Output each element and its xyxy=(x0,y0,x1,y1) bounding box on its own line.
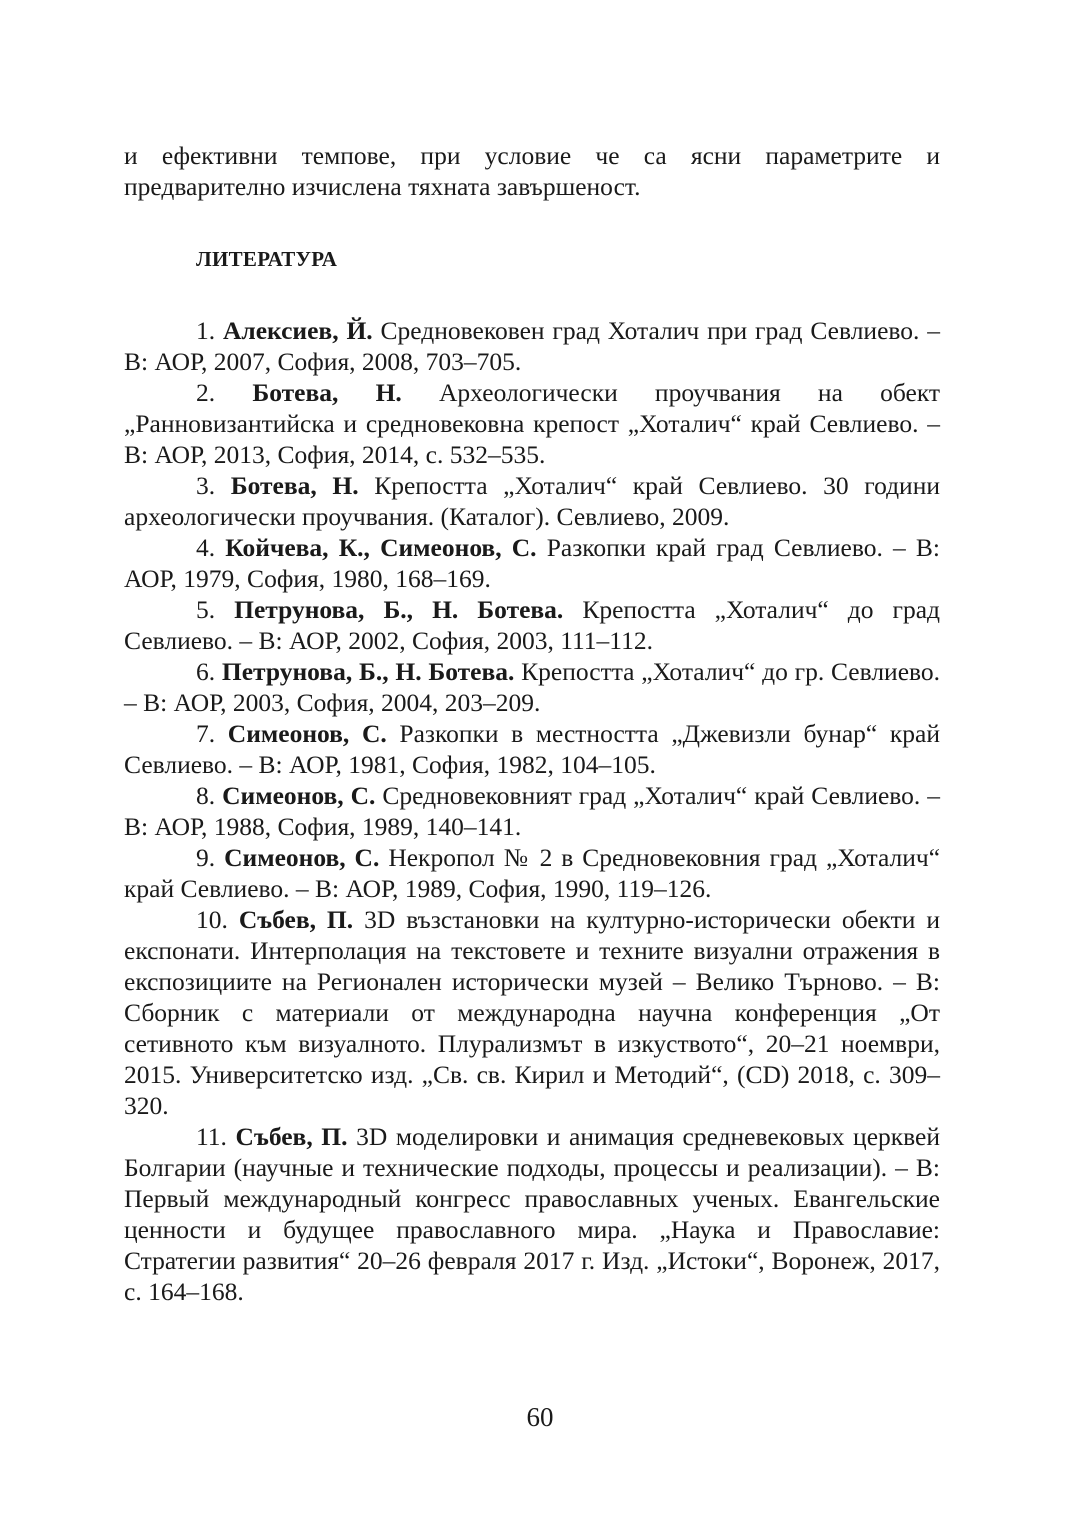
reference-author: Ботева, Н. xyxy=(252,378,402,407)
reference-text: 3D възстановки на културно-исторически обекти и експонати. Интерполация на текстовете и техните визуални отражения в експозициите на Регионален исторически музей – Велико Търново. – В: Сборник с материали от международна научна конференция „От сетивното към визуалното. Плурализмът в изкуството“, 20–21 ноември, 2015. Университетско изд. „Св. св. Кирил и Методий“, (CD) 2018, с. 309–320. xyxy=(124,905,941,1120)
reference-item xyxy=(124,315,940,377)
reference-author: Симеонов, С. xyxy=(227,719,387,748)
page-number: 60 xyxy=(526,1402,554,1432)
reference-number: 10. xyxy=(196,905,228,934)
reference-item xyxy=(124,470,940,532)
reference-item xyxy=(124,780,940,842)
reference-text: 3D моделировки и анимация средневековых церквей Болгарии (научные и технические подходы, процессы и реализации). – В: Первый международный конгресс православных ученых. Евангельские ценности и будущее православного мира. „Наука и Православие: Стратегии развития“ 20–26 февраля 2017 г. Изд. „Истоки“, Воронеж, 2017, с. 164–168. xyxy=(124,1122,941,1306)
reference-author: Койчева, К., Симеонов, С. xyxy=(225,533,537,562)
reference-text: Крепостта „Хоталич“ до гр. Севлиево. – В: АОР, 2003, София, 2004, 203–209. xyxy=(124,657,941,717)
reference-item xyxy=(124,904,940,1121)
reference-item xyxy=(124,656,940,718)
reference-number: 6. xyxy=(196,657,216,686)
reference-author: Събев, П. xyxy=(238,905,354,934)
reference-text: Крепостта „Хоталич“ до град Севлиево. – В: АОР, 2002, София, 2003, 111–112. xyxy=(124,595,940,655)
reference-text: Некропол № 2 в Средновековния град „Хоталич“ край Севлиево. – В: АОР, 1989, София, 1990, 119–126. xyxy=(124,843,941,903)
reference-number: 7. xyxy=(196,719,216,748)
reference-item xyxy=(124,842,940,904)
section-heading: ЛИТЕРАТУРА xyxy=(196,247,338,271)
reference-text: Крепостта „Хоталич“ край Севлиево. 30 години археологически проучвания. (Каталог). Севлиево, 2009. xyxy=(124,471,940,531)
page-body xyxy=(124,140,940,1307)
reference-number: 4. xyxy=(196,533,216,562)
reference-author: Ботева, Н. xyxy=(230,471,359,500)
reference-number: 3. xyxy=(196,471,216,500)
reference-author: Симеонов, С. xyxy=(222,781,376,810)
reference-item xyxy=(124,377,940,470)
reference-number: 1. xyxy=(196,316,216,345)
reference-text: Средновековен град Хоталич при град Севлиево. – В: АОР, 2007, София, 2008, 703–705. xyxy=(124,316,940,376)
reference-text: Разкопки край град Севлиево. – В: АОР, 1979, София, 1980, 168–169. xyxy=(124,533,941,593)
reference-author: Петрунова, Б., Н. Ботева. xyxy=(221,657,515,686)
reference-text: Археологически проучвания на обект „Ранновизантийска и средновековна крепост „Хоталич“ край Севлиево. – В: АОР, 2013, София, 2014, с. 532–535. xyxy=(124,378,941,469)
reference-number: 2. xyxy=(196,378,216,407)
reference-text: Разкопки в местността „Джевизли бунар“ край Севлиево. – В: АОР, 1981, София, 1982, 104–105. xyxy=(124,719,941,779)
reference-item xyxy=(124,532,940,594)
reference-number: 9. xyxy=(196,843,216,872)
reference-author: Симеонов, С. xyxy=(224,843,380,872)
reference-author: Алексиев, Й. xyxy=(223,316,373,345)
reference-number: 5. xyxy=(196,595,216,624)
reference-item xyxy=(124,718,940,780)
reference-list xyxy=(124,315,940,1307)
reference-number: 11. xyxy=(196,1122,227,1151)
intro-paragraph: и ефективни темпове, при условие че са ясни параметрите и предварително изчислена тяхната завършеност. xyxy=(124,141,940,201)
reference-number: 8. xyxy=(196,781,216,810)
reference-item xyxy=(124,1121,940,1307)
reference-item xyxy=(124,594,940,656)
reference-text: Средновековният град „Хоталич“ край Севлиево. – В: АОР, 1988, София, 1989, 140–141. xyxy=(124,781,941,841)
reference-author: Петрунова, Б., Н. Ботева. xyxy=(234,595,564,624)
reference-author: Събев, П. xyxy=(235,1122,348,1151)
